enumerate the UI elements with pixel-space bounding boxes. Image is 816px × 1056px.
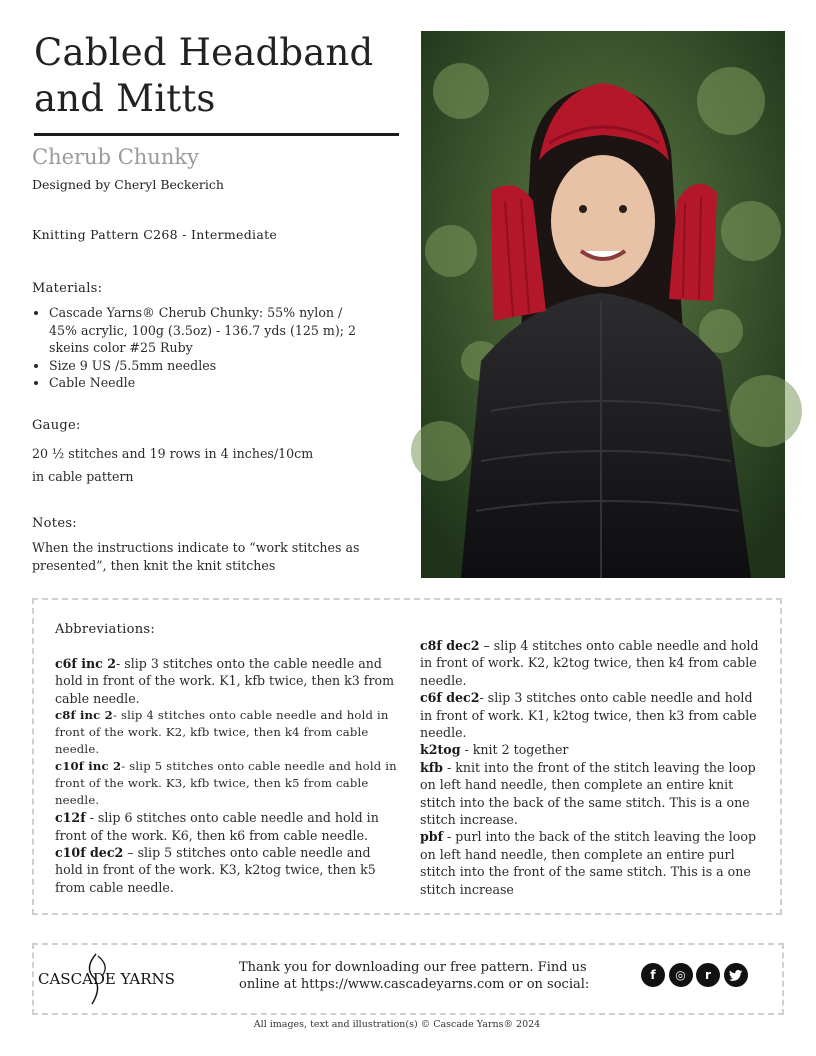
copyright-notice: All images, text and illustration(s) © Cascade Yarns® 2024 [253, 1019, 541, 1030]
model-photo [421, 31, 785, 578]
gauge-line: 20 ½ stitches and 19 rows in 4 inches/10cm [32, 446, 314, 461]
abbreviation-definition: knit 2 together [472, 742, 569, 758]
notes-text: When the instructions indicate to “work stitches as presented”, then knit the knit stitches [32, 540, 360, 573]
abbreviation-term: pbf [420, 829, 444, 845]
svg-text:CASCADE YARNS: CASCADE YARNS [38, 970, 175, 988]
title-line-1: Cabled Headband [34, 31, 374, 74]
gauge-text [32, 442, 313, 488]
abbreviation-definition: slip 6 stitches onto cable needle and hold in front of the work. K6, then k6 from cable needle. [55, 810, 379, 843]
materials-item: • Cable Needle [49, 374, 372, 392]
designer-credit: Designed by Cheryl Beckerich [32, 177, 224, 192]
social-links [641, 963, 748, 987]
abbreviation-term: c8f dec2 [420, 638, 480, 653]
pattern-code: Knitting Pattern C268 - Intermediate [32, 227, 278, 242]
abbreviation-separator: - [479, 690, 488, 706]
abbreviation-entry [420, 741, 765, 758]
abbreviations-left-column [55, 655, 400, 896]
abbreviation-term: c6f inc 2 [55, 656, 116, 671]
abbreviation-definition: slip 5 stitches onto cable needle and hold in front of the work. K3, kfb twice, then k5 from cable needle. [55, 759, 397, 808]
abbreviation-entry [55, 707, 400, 758]
abbreviation-separator: – [479, 638, 494, 653]
abbreviation-entry [55, 758, 400, 809]
title-line-2: and Mitts [34, 77, 216, 120]
materials-list [32, 304, 372, 392]
instagram-icon[interactable]: ◎ [669, 963, 693, 987]
abbreviation-separator: - [442, 759, 456, 775]
abbreviation-separator: - [116, 656, 125, 671]
materials-item: • Size 9 US /5.5mm needles [49, 357, 372, 375]
twitter-icon[interactable] [724, 963, 748, 987]
abbreviation-entry [420, 637, 765, 689]
materials-item: • Cascade Yarns® Cherub Chunky: 55% nylon / 45% acrylic, 100g (3.5oz) - 136.7 yds (125 m); 2 skeins color #25 Ruby [49, 304, 372, 357]
abbreviation-definition: slip 4 stitches onto cable needle and hold in front of work. K2, k2tog twice, then k4 from cable needle. [420, 638, 759, 688]
abbreviation-separator: - [112, 708, 121, 723]
abbreviations-heading: Abbreviations: [55, 622, 156, 637]
abbreviation-entry [55, 809, 400, 896]
footer-message [239, 959, 589, 993]
abbreviation-definition: slip 4 stitches onto cable needle and hold in front of the work. K2, kfb twice, then k4 from cable needle. [55, 708, 389, 757]
abbreviation-term: c10f inc 2 [55, 759, 122, 774]
abbreviation-separator: - [460, 742, 473, 758]
abbreviation-definition: knit into the front of the stitch leaving the loop on left hand needle, then complete an entire knit stitch into the back of the same stitch. This is a one stitch increase. [420, 759, 756, 828]
abbreviation-separator: - [443, 829, 456, 845]
logo-mark [36, 948, 175, 1010]
gauge-heading: Gauge: [32, 418, 81, 433]
yarn-name: Cherub Chunky [32, 145, 199, 169]
ravelry-icon[interactable]: r [696, 963, 720, 987]
notes-heading: Notes: [32, 516, 77, 531]
twitter-bird-glyph [729, 970, 742, 981]
abbreviation-term: c8f inc 2 [55, 708, 113, 723]
model-photo-illustration [421, 31, 785, 578]
abbreviation-term: c12f [55, 810, 86, 826]
materials-heading: Materials: [32, 281, 103, 296]
abbreviation-separator: - [121, 759, 130, 774]
abbreviation-term: c6f dec2 [420, 690, 480, 706]
abbreviation-definition: slip 3 stitches onto cable needle and hold in front of work. K1, k2tog twice, then k3 from cable needle. [420, 690, 757, 741]
page-title [34, 30, 404, 122]
abbreviation-term: c10f dec2 [55, 845, 124, 861]
facebook-icon[interactable]: f [641, 963, 665, 987]
abbreviation-definition: slip 5 stitches onto cable needle and hold in front of the work. K3, k2tog twice, then k5 from cable needle. [55, 845, 376, 895]
abbreviation-term: kfb [420, 759, 443, 775]
abbreviation-entry [55, 655, 400, 707]
abbreviations-right-column [420, 637, 765, 898]
abbreviation-definition: slip 3 stitches onto the cable needle and hold in front of the work. K1, kfb twice, then k3 from cable needle. [55, 656, 395, 706]
abbreviation-separator: - [85, 810, 98, 826]
footer-line: online at https://www.cascadeyarns.com or on social: [239, 977, 590, 992]
abbreviation-separator: – [123, 845, 138, 861]
abbreviation-term: k2tog [420, 742, 461, 758]
title-divider [34, 133, 399, 136]
abbreviation-definition: purl into the back of the stitch leaving the loop on left hand needle, then complete an entire purl stitch into the front of the same stitch. This is a one stitch increase [420, 829, 757, 897]
cascade-yarns-logo [36, 948, 175, 1010]
footer-line: Thank you for downloading our free pattern. Find us [239, 960, 587, 975]
abbreviation-entry [420, 828, 765, 898]
abbreviation-entry [420, 759, 765, 829]
gauge-line: in cable pattern [32, 469, 134, 484]
abbreviation-entry [420, 689, 765, 741]
